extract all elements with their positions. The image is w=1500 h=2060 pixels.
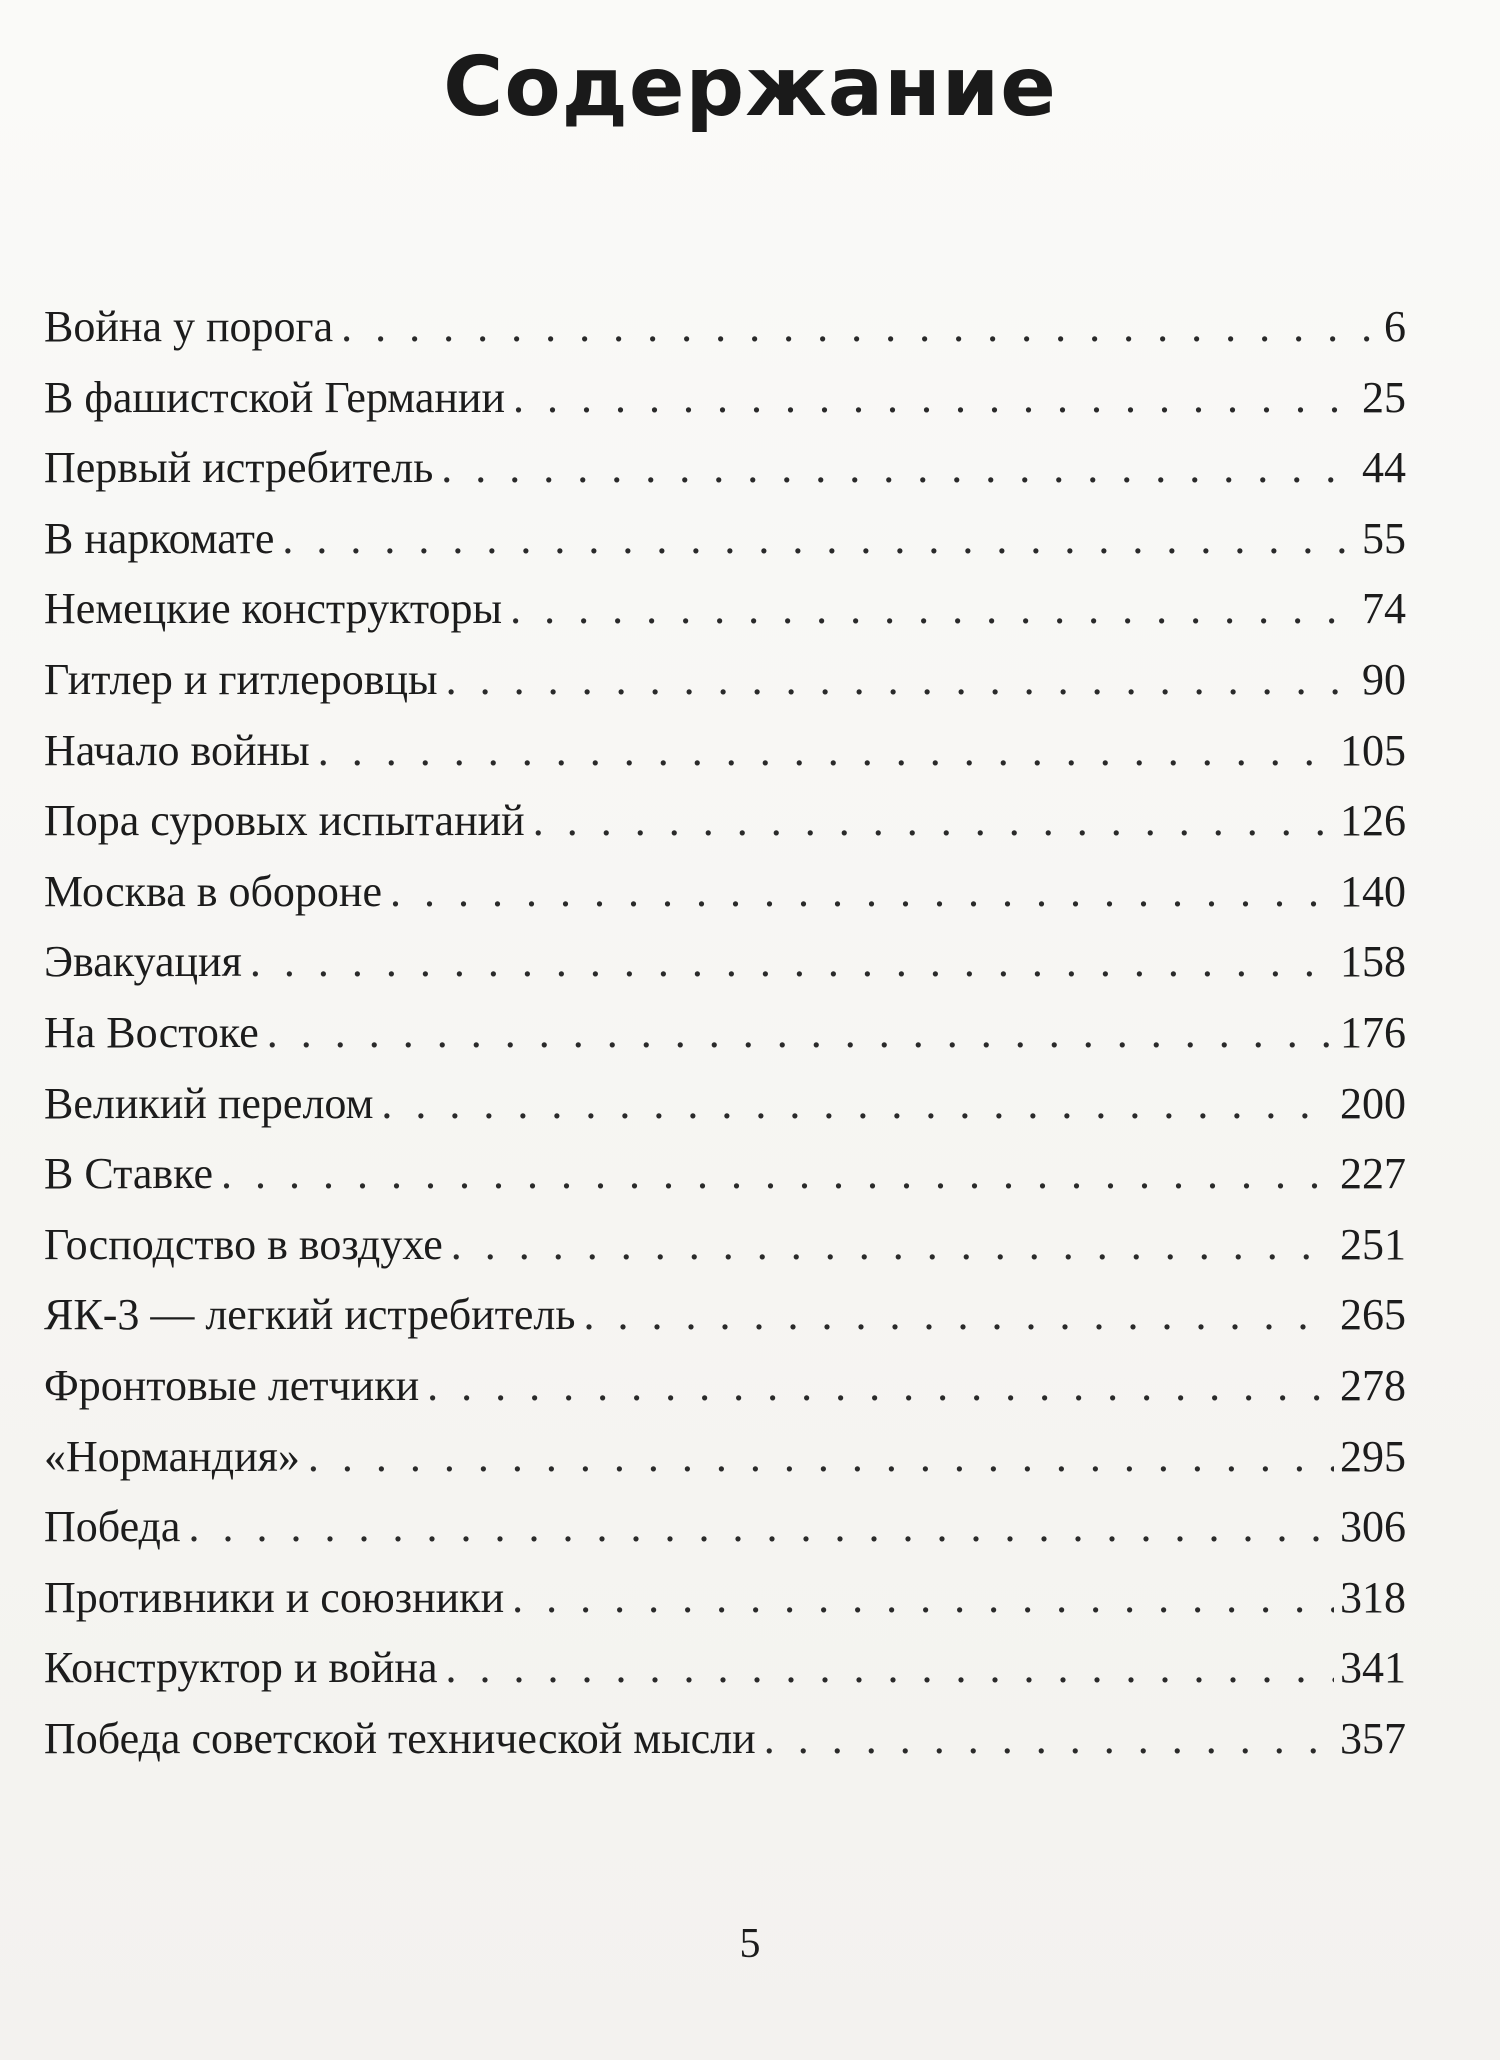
toc-entry-title: Первый истребитель xyxy=(44,443,434,493)
toc-entry-title: «Нормандия» xyxy=(44,1431,300,1481)
toc-entry-title: Победа xyxy=(44,1502,181,1552)
toc-entry xyxy=(44,1422,1406,1493)
toc-entry-page: 55 xyxy=(1362,513,1406,563)
toc-entry xyxy=(44,1704,1406,1775)
toc-entry-leader xyxy=(764,1704,1334,1775)
page-title: Содержание xyxy=(443,40,1057,135)
toc-entry-leader xyxy=(510,574,1356,645)
toc-entry xyxy=(44,433,1406,504)
toc-entry-title: Начало войны xyxy=(44,725,310,775)
toc-entry-title: Война у порога xyxy=(44,302,334,351)
toc-entry-page: 90 xyxy=(1362,654,1406,704)
toc-entry-leader xyxy=(441,433,1356,504)
toc-entry-title: Немецкие конструкторы xyxy=(44,584,503,634)
toc-entry-title: Эвакуация xyxy=(44,937,242,987)
toc-entry xyxy=(44,574,1406,645)
toc-entry-page: 341 xyxy=(1340,1643,1406,1693)
toc-entry-leader xyxy=(381,1069,1334,1140)
toc-entry-leader xyxy=(533,786,1334,857)
toc-entry-page: 357 xyxy=(1340,1713,1406,1763)
toc-entry-page: 200 xyxy=(1340,1078,1406,1128)
toc-entry xyxy=(44,927,1406,998)
toc-entry xyxy=(44,504,1406,575)
toc-entry-page: 227 xyxy=(1340,1149,1406,1199)
toc-entry-leader xyxy=(221,1139,1334,1210)
toc-entry-title: Конструктор и война xyxy=(44,1643,438,1693)
table-of-contents xyxy=(44,292,1406,1774)
toc-entry-page: 306 xyxy=(1340,1502,1406,1552)
toc-entry-title: Москва в обороне xyxy=(44,866,382,916)
toc-entry-title: Гитлер и гитлеровцы xyxy=(44,654,438,704)
toc-entry-title: ЯК-3 — легкий истребитель xyxy=(44,1290,576,1340)
toc-entry xyxy=(44,1563,1406,1634)
toc-entry-leader xyxy=(446,1633,1334,1704)
toc-entry-page: 265 xyxy=(1340,1290,1406,1340)
toc-entry-leader xyxy=(583,1280,1334,1351)
toc-entry xyxy=(44,1351,1406,1422)
toc-entry-title: Пора суровых испытаний xyxy=(44,796,525,846)
toc-entry xyxy=(44,1210,1406,1281)
toc-entry-page: 158 xyxy=(1340,937,1406,987)
toc-entry xyxy=(44,1069,1406,1140)
toc-entry-title: Противники и союзники xyxy=(44,1572,505,1622)
page-number: 5 xyxy=(739,1921,761,1967)
toc-entry-leader xyxy=(446,645,1356,716)
toc-entry-page: 176 xyxy=(1340,1007,1406,1057)
toc-entry-leader xyxy=(427,1351,1334,1422)
toc-entry-leader xyxy=(451,1210,1334,1281)
toc-entry-page: 251 xyxy=(1340,1219,1406,1269)
toc-entry-leader xyxy=(318,716,1334,787)
toc-entry-title: Великий перелом xyxy=(44,1078,374,1128)
toc-entry-page: 105 xyxy=(1340,725,1406,775)
toc-entry xyxy=(44,363,1406,434)
toc-entry-title: В Ставке xyxy=(44,1149,213,1199)
toc-entry-title: На Востоке xyxy=(44,1007,259,1057)
toc-entry xyxy=(44,998,1406,1069)
toc-entry-page: 295 xyxy=(1340,1431,1406,1481)
toc-entry-leader xyxy=(267,998,1334,1069)
toc-entry xyxy=(44,1633,1406,1704)
toc-entry-title: Победа советской технической мысли xyxy=(44,1713,756,1763)
toc-entry xyxy=(44,1280,1406,1351)
toc-entry-leader xyxy=(512,1563,1334,1634)
toc-entry-title: В фашистской Германии xyxy=(44,372,505,422)
toc-entry-leader xyxy=(308,1422,1334,1493)
toc-entry-title: Господство в воздухе xyxy=(44,1219,443,1269)
toc-entry-page: 6 xyxy=(1384,302,1406,351)
toc-entry-page: 126 xyxy=(1340,796,1406,846)
toc-entry xyxy=(44,716,1406,787)
toc-entry-leader xyxy=(188,1492,1334,1563)
toc-entry-page: 278 xyxy=(1340,1360,1406,1410)
toc-entry-title: Фронтовые летчики xyxy=(44,1360,420,1410)
toc-entry-leader xyxy=(250,927,1334,998)
toc-entry xyxy=(44,292,1406,363)
toc-entry xyxy=(44,1139,1406,1210)
toc-entry xyxy=(44,645,1406,716)
toc-entry xyxy=(44,1492,1406,1563)
toc-entry-page: 74 xyxy=(1362,584,1406,634)
toc-entry-page: 25 xyxy=(1362,372,1406,422)
toc-entry-page: 44 xyxy=(1362,443,1406,493)
toc-entry-leader xyxy=(341,292,1378,363)
toc-entry xyxy=(44,857,1406,928)
toc-entry-leader xyxy=(282,504,1356,575)
toc-entry-title: В наркомате xyxy=(44,513,275,563)
toc-entry-leader xyxy=(390,857,1334,928)
toc-entry-page: 140 xyxy=(1340,866,1406,916)
toc-entry-leader xyxy=(513,363,1356,434)
toc-entry xyxy=(44,786,1406,857)
toc-entry-page: 318 xyxy=(1340,1572,1406,1622)
